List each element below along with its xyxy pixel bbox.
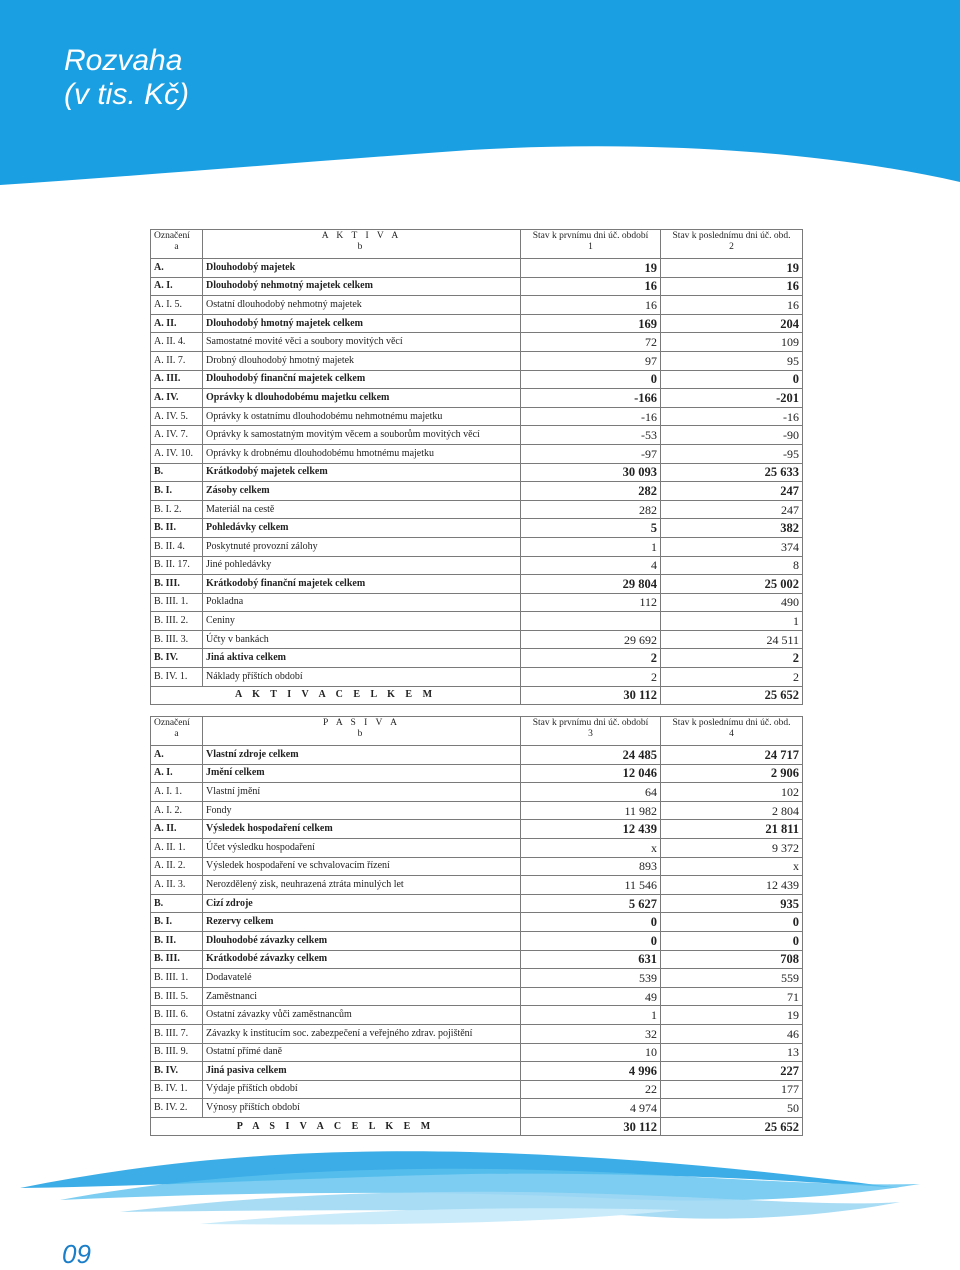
aktiva-row-value-start: 97: [521, 351, 661, 370]
pasiva-row-label: Výsledek hospodaření ve schvalovacím řízení: [203, 857, 521, 876]
pasiva-row-label: Vlastní zdroje celkem: [203, 746, 521, 765]
aktiva-row-value-start: 1: [521, 537, 661, 556]
aktiva-row-code: A. III.: [151, 370, 203, 389]
pasiva-row-label: Fondy: [203, 801, 521, 820]
aktiva-row-value-start: -16: [521, 407, 661, 426]
aktiva-row: [151, 482, 803, 501]
pasiva-row-label: Ostatní závazky vůči zaměstnancům: [203, 1006, 521, 1025]
pasiva-row-code: B. IV. 2.: [151, 1099, 203, 1118]
aktiva-row-label: Náklady příštích období: [203, 668, 521, 687]
aktiva-col1-header: Stav k prvnímu dni úč. období 1: [521, 230, 661, 259]
pasiva-row-code: B. II.: [151, 931, 203, 950]
aktiva-row-value-end: 374: [661, 537, 803, 556]
pasiva-row-code: B. IV.: [151, 1062, 203, 1081]
pasiva-row-value-start: 11 546: [521, 876, 661, 895]
aktiva-row: [151, 537, 803, 556]
pasiva-row-value-end: 71: [661, 987, 803, 1006]
aktiva-row-label: Jiná aktiva celkem: [203, 649, 521, 668]
pasiva-table: [150, 716, 803, 1136]
pasiva-row: [151, 1024, 803, 1043]
aktiva-header-row: [151, 230, 803, 259]
aktiva-row-code: B. IV. 1.: [151, 668, 203, 687]
aktiva-row-value-end: 16: [661, 277, 803, 296]
aktiva-row-value-end: 382: [661, 519, 803, 538]
pasiva-row: [151, 950, 803, 969]
aktiva-row-value-end: 2: [661, 668, 803, 687]
aktiva-row-code: B.: [151, 463, 203, 482]
aktiva-row: [151, 630, 803, 649]
pasiva-row-label: Zaměstnanci: [203, 987, 521, 1006]
pasiva-row-value-end: 13: [661, 1043, 803, 1062]
page-title-line1: Rozvaha: [64, 44, 183, 77]
pasiva-row: [151, 783, 803, 802]
pasiva-row-label: Krátkodobé závazky celkem: [203, 950, 521, 969]
aktiva-table: [150, 229, 803, 705]
pasiva-row: [151, 987, 803, 1006]
aktiva-title-header: A K T I V A b: [203, 230, 521, 259]
pasiva-row-label: Cizí zdroje: [203, 894, 521, 913]
pasiva-row-value-end: 21 811: [661, 820, 803, 839]
pasiva-row-label: Jmění celkem: [203, 764, 521, 783]
aktiva-row-code: A. I. 5.: [151, 296, 203, 315]
aktiva-row-code: B. III.: [151, 575, 203, 594]
aktiva-row-code: A. IV.: [151, 389, 203, 408]
aktiva-row-code: B. III. 2.: [151, 612, 203, 631]
pasiva-row-value-start: 4 996: [521, 1062, 661, 1081]
aktiva-row: [151, 649, 803, 668]
aktiva-row: [151, 277, 803, 296]
aktiva-row-value-end: -201: [661, 389, 803, 408]
aktiva-row-value-start: -53: [521, 426, 661, 445]
pasiva-row: [151, 894, 803, 913]
pasiva-row-value-start: 12 046: [521, 764, 661, 783]
pasiva-row-value-end: 50: [661, 1099, 803, 1118]
aktiva-row-value-start: 72: [521, 333, 661, 352]
aktiva-row-value-start: 16: [521, 277, 661, 296]
pasiva-header-row: [151, 717, 803, 746]
pasiva-row: [151, 1043, 803, 1062]
pasiva-row: [151, 820, 803, 839]
aktiva-row-label: Oprávky k samostatným movitým věcem a souborům movitých věcí: [203, 426, 521, 445]
aktiva-row: [151, 612, 803, 631]
aktiva-row-value-start: 4: [521, 556, 661, 575]
pasiva-col2-header: Stav k poslednímu dni úč. obd. 4: [661, 717, 803, 746]
pasiva-row: [151, 801, 803, 820]
aktiva-row-code: B. II. 4.: [151, 537, 203, 556]
aktiva-row-label: Oprávky k ostatnímu dlouhodobému nehmotnému majetku: [203, 407, 521, 426]
aktiva-row-value-start: 282: [521, 482, 661, 501]
pasiva-row: [151, 969, 803, 988]
aktiva-row: [151, 351, 803, 370]
aktiva-row-value-start: [521, 612, 661, 631]
aktiva-row: [151, 314, 803, 333]
pasiva-row: [151, 913, 803, 932]
aktiva-row-code: B. III. 3.: [151, 630, 203, 649]
aktiva-total-row: [151, 686, 803, 705]
aktiva-row-value-end: 490: [661, 593, 803, 612]
pasiva-row-value-start: 49: [521, 987, 661, 1006]
pasiva-row-value-end: 0: [661, 913, 803, 932]
aktiva-row-code: A. IV. 10.: [151, 444, 203, 463]
aktiva-row: [151, 259, 803, 278]
aktiva-row: [151, 333, 803, 352]
pasiva-row-code: B. III. 9.: [151, 1043, 203, 1062]
pasiva-row-value-end: 0: [661, 931, 803, 950]
aktiva-row-value-end: -16: [661, 407, 803, 426]
aktiva-row-code: B. II.: [151, 519, 203, 538]
pasiva-row-value-start: 24 485: [521, 746, 661, 765]
pasiva-row-value-start: 12 439: [521, 820, 661, 839]
aktiva-row-label: Krátkodobý majetek celkem: [203, 463, 521, 482]
aktiva-row: [151, 593, 803, 612]
pasiva-row-value-start: 631: [521, 950, 661, 969]
aktiva-row-value-end: 25 633: [661, 463, 803, 482]
aktiva-row-label: Krátkodobý finanční majetek celkem: [203, 575, 521, 594]
pasiva-row-code: B. IV. 1.: [151, 1080, 203, 1099]
pasiva-row-value-start: 10: [521, 1043, 661, 1062]
pasiva-row-label: Vlastní jmění: [203, 783, 521, 802]
pasiva-row-value-end: x: [661, 857, 803, 876]
aktiva-row-value-end: 247: [661, 500, 803, 519]
pasiva-row: [151, 1062, 803, 1081]
pasiva-row: [151, 876, 803, 895]
pasiva-row-value-end: 19: [661, 1006, 803, 1025]
footer-waves: [0, 1130, 960, 1240]
pasiva-total-label: P A S I V A C E L K E M: [151, 1117, 521, 1136]
pasiva-row-code: A. II. 1.: [151, 838, 203, 857]
aktiva-row-code: B. I.: [151, 482, 203, 501]
aktiva-row-value-start: 2: [521, 668, 661, 687]
aktiva-row-value-start: 30 093: [521, 463, 661, 482]
aktiva-row-value-start: 5: [521, 519, 661, 538]
pasiva-row-value-start: 539: [521, 969, 661, 988]
aktiva-row-value-start: 169: [521, 314, 661, 333]
aktiva-row-value-end: -90: [661, 426, 803, 445]
pasiva-row-value-start: 64: [521, 783, 661, 802]
pasiva-row-code: A. I.: [151, 764, 203, 783]
page-title: [64, 44, 189, 112]
aktiva-row-code: A. I.: [151, 277, 203, 296]
pasiva-title-header: P A S I V A b: [203, 717, 521, 746]
pasiva-row-value-end: 177: [661, 1080, 803, 1099]
pasiva-row-value-end: 935: [661, 894, 803, 913]
pasiva-total-v2: 25 652: [661, 1117, 803, 1136]
aktiva-row-code: B. III. 1.: [151, 593, 203, 612]
pasiva-code-header: Označení a: [151, 717, 203, 746]
aktiva-row-value-end: 2: [661, 649, 803, 668]
pasiva-row-value-start: 5 627: [521, 894, 661, 913]
pasiva-row-code: A. II. 2.: [151, 857, 203, 876]
aktiva-row-value-start: 29 692: [521, 630, 661, 649]
pasiva-row-label: Rezervy celkem: [203, 913, 521, 932]
pasiva-row-value-end: 24 717: [661, 746, 803, 765]
aktiva-row: [151, 519, 803, 538]
aktiva-row-value-start: 282: [521, 500, 661, 519]
pasiva-row-value-end: 102: [661, 783, 803, 802]
aktiva-col2-header: Stav k poslednímu dni úč. obd. 2: [661, 230, 803, 259]
aktiva-row-label: Dlouhodobý nehmotný majetek celkem: [203, 277, 521, 296]
aktiva-row-value-start: 112: [521, 593, 661, 612]
aktiva-row-code: A. II.: [151, 314, 203, 333]
aktiva-total-v1: 30 112: [521, 686, 661, 705]
pasiva-row-value-start: 22: [521, 1080, 661, 1099]
aktiva-row-label: Dlouhodobý finanční majetek celkem: [203, 370, 521, 389]
aktiva-row-label: Zásoby celkem: [203, 482, 521, 501]
pasiva-row-label: Jiná pasiva celkem: [203, 1062, 521, 1081]
pasiva-row-label: Výnosy příštích období: [203, 1099, 521, 1118]
aktiva-row: [151, 500, 803, 519]
pasiva-row-value-end: 9 372: [661, 838, 803, 857]
aktiva-row-value-start: 29 804: [521, 575, 661, 594]
aktiva-row-value-start: 2: [521, 649, 661, 668]
pasiva-row: [151, 746, 803, 765]
pasiva-row-label: Závazky k institucím soc. zabezpečení a veřejného zdrav. pojištění: [203, 1024, 521, 1043]
pasiva-row-code: B. III. 1.: [151, 969, 203, 988]
aktiva-code-header: Označení a: [151, 230, 203, 259]
pasiva-row-code: B. III. 6.: [151, 1006, 203, 1025]
pasiva-row-label: Výdaje příštích období: [203, 1080, 521, 1099]
aktiva-row-label: Účty v bankách: [203, 630, 521, 649]
pasiva-row-value-end: 12 439: [661, 876, 803, 895]
aktiva-row-value-end: 109: [661, 333, 803, 352]
pasiva-row-value-end: 227: [661, 1062, 803, 1081]
aktiva-row: [151, 426, 803, 445]
aktiva-row-label: Ostatní dlouhodobý nehmotný majetek: [203, 296, 521, 315]
aktiva-row: [151, 296, 803, 315]
aktiva-row-value-start: -166: [521, 389, 661, 408]
aktiva-row-value-end: -95: [661, 444, 803, 463]
pasiva-row: [151, 838, 803, 857]
pasiva-row-value-start: 4 974: [521, 1099, 661, 1118]
pasiva-row: [151, 1080, 803, 1099]
aktiva-row-value-start: 16: [521, 296, 661, 315]
aktiva-row-label: Samostatné movité věci a soubory movitých věcí: [203, 333, 521, 352]
pasiva-row-code: A. I. 1.: [151, 783, 203, 802]
pasiva-row-label: Ostatní přímé daně: [203, 1043, 521, 1062]
aktiva-row-value-end: 19: [661, 259, 803, 278]
pasiva-row-code: B. III. 5.: [151, 987, 203, 1006]
pasiva-row-code: B.: [151, 894, 203, 913]
aktiva-row-code: B. I. 2.: [151, 500, 203, 519]
aktiva-row: [151, 556, 803, 575]
pasiva-row-value-start: 1: [521, 1006, 661, 1025]
aktiva-row-value-end: 247: [661, 482, 803, 501]
pasiva-row-label: Účet výsledku hospodaření: [203, 838, 521, 857]
pasiva-row-value-end: 708: [661, 950, 803, 969]
pasiva-row: [151, 931, 803, 950]
aktiva-row-code: A. IV. 5.: [151, 407, 203, 426]
page-number: 09: [62, 1239, 91, 1269]
pasiva-total-v1: 30 112: [521, 1117, 661, 1136]
aktiva-row-label: Materiál na cestě: [203, 500, 521, 519]
aktiva-row-code: B. II. 17.: [151, 556, 203, 575]
pasiva-row: [151, 1099, 803, 1118]
pasiva-row-label: Dlouhodobé závazky celkem: [203, 931, 521, 950]
aktiva-row-label: Dlouhodobý hmotný majetek celkem: [203, 314, 521, 333]
aktiva-row-value-end: 204: [661, 314, 803, 333]
aktiva-row-code: A. II. 4.: [151, 333, 203, 352]
pasiva-row-value-start: 893: [521, 857, 661, 876]
aktiva-row-code: A. II. 7.: [151, 351, 203, 370]
aktiva-row-label: Jiné pohledávky: [203, 556, 521, 575]
aktiva-row-label: Pohledávky celkem: [203, 519, 521, 538]
pasiva-row-code: A.: [151, 746, 203, 765]
aktiva-row-code: A. IV. 7.: [151, 426, 203, 445]
aktiva-row-label: Drobný dlouhodobý hmotný majetek: [203, 351, 521, 370]
aktiva-row-label: Oprávky k dlouhodobému majetku celkem: [203, 389, 521, 408]
pasiva-row-value-start: 0: [521, 931, 661, 950]
pasiva-row-code: A. I. 2.: [151, 801, 203, 820]
pasiva-col1-header: Stav k prvnímu dni úč. období 3: [521, 717, 661, 746]
aktiva-row-label: Pokladna: [203, 593, 521, 612]
pasiva-row-code: B. I.: [151, 913, 203, 932]
aktiva-row-label: Ceniny: [203, 612, 521, 631]
aktiva-row-label: Oprávky k drobnému dlouhodobému hmotnému majetku: [203, 444, 521, 463]
pasiva-row: [151, 764, 803, 783]
aktiva-row: [151, 444, 803, 463]
aktiva-row-value-end: 8: [661, 556, 803, 575]
aktiva-row-value-end: 16: [661, 296, 803, 315]
pasiva-row: [151, 857, 803, 876]
aktiva-row: [151, 668, 803, 687]
pasiva-row-label: Nerozdělený zisk, neuhrazená ztráta minulých let: [203, 876, 521, 895]
aktiva-total-v2: 25 652: [661, 686, 803, 705]
aktiva-row-code: B. IV.: [151, 649, 203, 668]
aktiva-row-value-start: 0: [521, 370, 661, 389]
aktiva-row-value-end: 1: [661, 612, 803, 631]
pasiva-row-value-end: 2 804: [661, 801, 803, 820]
aktiva-total-label: A K T I V A C E L K E M: [151, 686, 521, 705]
pasiva-row-label: Výsledek hospodaření celkem: [203, 820, 521, 839]
aktiva-row-value-start: 19: [521, 259, 661, 278]
aktiva-row: [151, 370, 803, 389]
pasiva-row-label: Dodavatelé: [203, 969, 521, 988]
pasiva-row-value-start: 11 982: [521, 801, 661, 820]
aktiva-row-label: Poskytnuté provozní zálohy: [203, 537, 521, 556]
pasiva-row: [151, 1006, 803, 1025]
pasiva-row-value-end: 2 906: [661, 764, 803, 783]
pasiva-row-value-start: x: [521, 838, 661, 857]
aktiva-row-value-start: -97: [521, 444, 661, 463]
aktiva-row-value-end: 24 511: [661, 630, 803, 649]
pasiva-row-code: A. II. 3.: [151, 876, 203, 895]
aktiva-row-value-end: 25 002: [661, 575, 803, 594]
aktiva-row-value-end: 95: [661, 351, 803, 370]
pasiva-row-code: A. II.: [151, 820, 203, 839]
pasiva-row-code: B. III.: [151, 950, 203, 969]
aktiva-row-code: A.: [151, 259, 203, 278]
aktiva-row: [151, 575, 803, 594]
pasiva-row-value-end: 559: [661, 969, 803, 988]
aktiva-row: [151, 389, 803, 408]
aktiva-row-value-end: 0: [661, 370, 803, 389]
pasiva-row-value-start: 0: [521, 913, 661, 932]
page-title-line2: (v tis. Kč): [64, 78, 189, 111]
pasiva-row-value-start: 32: [521, 1024, 661, 1043]
pasiva-row-code: B. III. 7.: [151, 1024, 203, 1043]
aktiva-row: [151, 463, 803, 482]
aktiva-row-label: Dlouhodobý majetek: [203, 259, 521, 278]
aktiva-row: [151, 407, 803, 426]
pasiva-row-value-end: 46: [661, 1024, 803, 1043]
